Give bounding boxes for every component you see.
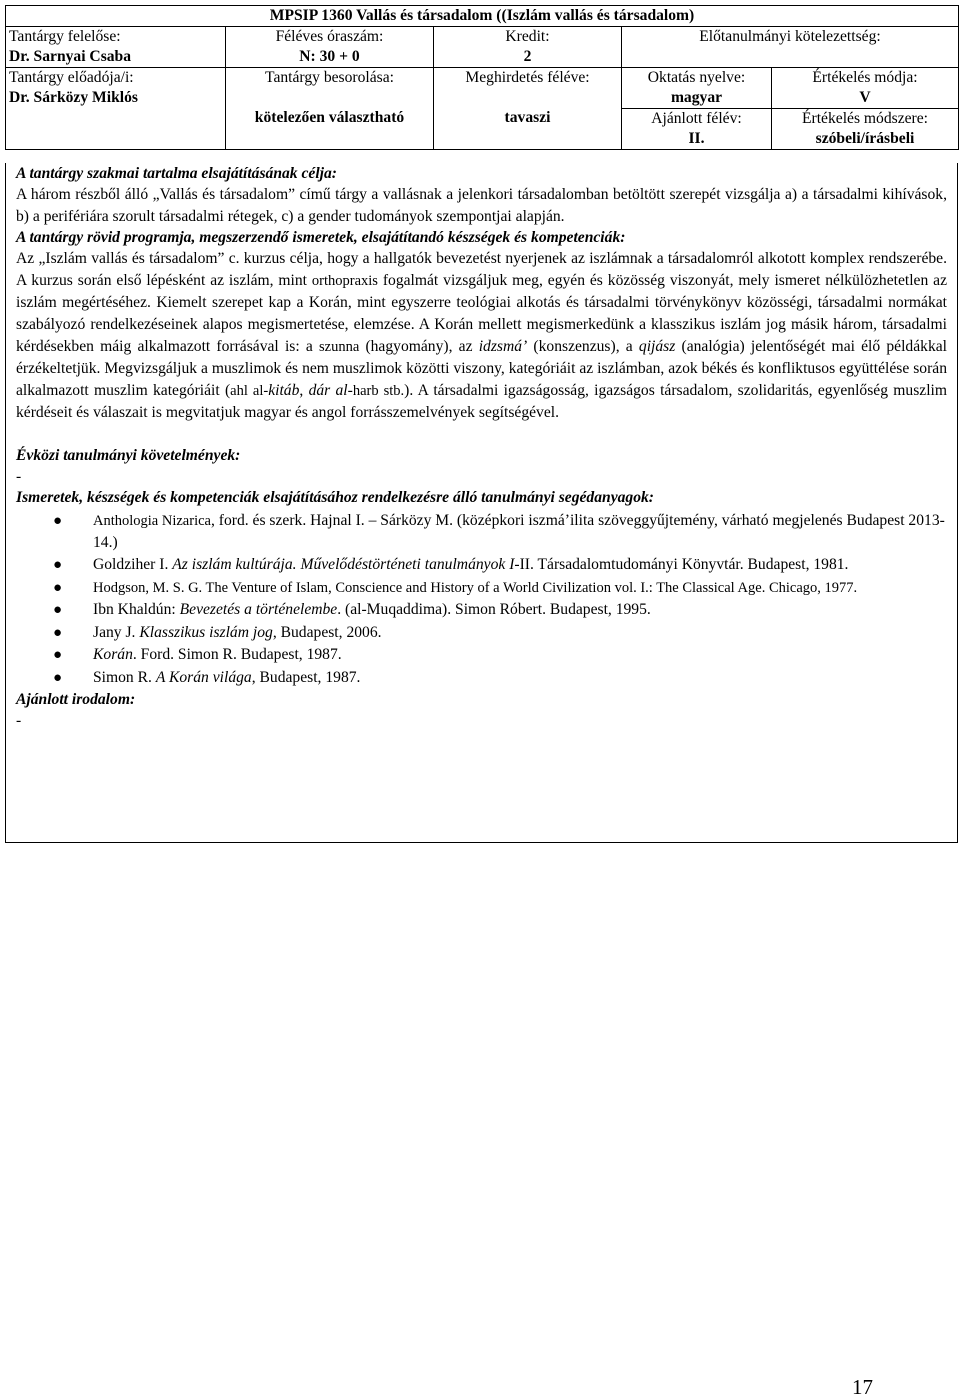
page-number: 17 xyxy=(852,1375,873,1399)
ertekeles-modszere-label: Értékelés módszere: xyxy=(802,110,928,127)
meghirdetes-label: Meghirdetés féléve: xyxy=(465,69,590,86)
ajanlott-heading: Ajánlott irodalom: xyxy=(16,691,136,709)
bullet-icon: ● xyxy=(53,624,63,641)
bullet-icon: ● xyxy=(53,602,63,619)
list-item: ● Simon R. A Korán világa, Budapest, 1987. xyxy=(16,667,947,689)
bullet-icon: ● xyxy=(53,647,63,664)
felelos-label: Tantárgy felelőse: xyxy=(9,28,121,45)
ajanlott-felev-label: Ajánlott félév: xyxy=(651,110,742,127)
course-title: MPSIP 1360 Vallás és társadalom ((Iszlám vallás és társadalom) xyxy=(6,6,959,27)
oraszam-value: N: 30 + 0 xyxy=(299,48,360,65)
eloado-name: Dr. Sárközy Miklós xyxy=(9,89,138,106)
elotanulmanyi-label: Előtanulmányi kötelezettség: xyxy=(699,28,881,45)
evkozi-value: - xyxy=(16,467,22,485)
besorolas-cell xyxy=(226,68,434,150)
bullet-icon: ● xyxy=(53,669,63,686)
program-text: Az „Iszlám vallás és társadalom” c. kurzus célja, hogy a hallgatók bevezetést nyerjenek az iszlámnak a társadalomról alkotott komplex rendszerébe. A kurzus során első lépésként az iszlám, mint orthopraxis fogalmát vizsgáljuk meg, egyén és közösség viszonyát, mely ismeret nélkülözhetetlen az iszlám megértéséhez. Kiemelt szerepet kap a Korán, mint egyszerre teológiai alkotás és társadalmi törvénykönyv közösségi, társadalmi normákat szabályozó rendelkezéseinek alapos megismertetése, elemzése. A Korán mellett megismerkedünk a klasszikus iszlám jog másik három, társadalmi kérdésekben máig alkalmazott forrásával is: a szunna (hagyomány), az idzsmá’ (konszenzus), a qijász (analógia) jelentőségét mai élő példákkal érzékeltetjük. Megvizsgáljuk a muszlimok és nem muszlimok közötti viszony, kategóriáit az iszlámban, azok békés és konfliktusos együttélése során alkalmazott muszlim kategóriáit (ahl al-kitáb, dár al-harb stb.). A társadalmi igazságosság, igazságos társadalom, szolidaritás, egyenlőség muszlim kérdéseit és válaszait is megvitatjuk magyar és angol forrásszemelvények segítségével. xyxy=(16,250,948,422)
bullet-icon: ● xyxy=(53,557,63,574)
felelos-name: Dr. Sarnyai Csaba xyxy=(9,48,132,65)
bullet-icon: ● xyxy=(53,512,63,529)
meghirdetes-value: tavaszi xyxy=(504,109,551,126)
celja-text: A három részből álló „Vallás és társadalom” című tárgy a vallásnak a jelenkori társadalomban betöltött szerepét vizsgálja a) a társadalmi kihívások, b) a perifériára szorult társadalmi rétegek, c) a gender tudományok szempontjai alapján. xyxy=(16,186,947,225)
segedanyagok-heading: Ismeretek, készségek és kompetenciák elsajátításához rendelkezésre álló tanulmányi segédanyagok: xyxy=(16,488,654,506)
felelos-cell xyxy=(6,27,226,68)
literature-list xyxy=(16,510,947,689)
celja-heading: A tantárgy szakmai tartalma elsajátításának célja: xyxy=(16,165,337,182)
list-item: ● Anthologia Nizarica, ford. és szerk. Hajnal I. – Sárközy M. (középkori iszmá’ilita szöveggyűjtemény, várható megjelenés Budapest 2013-14.) xyxy=(53,511,945,551)
list-item: ● Hodgson, M. S. G. The Venture of Islam, Conscience and History of a World Civilization vol. I.: The Classical Age. Chicago, 1977. xyxy=(16,577,947,599)
besorolas-label: Tantárgy besorolása: xyxy=(265,69,394,86)
nyelv-value: magyar xyxy=(670,89,723,106)
ajanlott-value: - xyxy=(16,712,22,730)
ajanlott-felev-value: II. xyxy=(688,130,705,147)
list-item: ● Jany J. Klasszikus iszlám jog, Budapest, 2006. xyxy=(16,622,947,644)
ertekeles-modja-value: V xyxy=(859,89,871,106)
kredit-label: Kredit: xyxy=(505,28,550,45)
kredit-value: 2 xyxy=(523,48,532,65)
program-heading: A tantárgy rövid programja, megszerzendő ismeretek, elsajátítandó készségek és kompetenciák: xyxy=(16,229,626,247)
kredit-cell xyxy=(434,27,622,68)
elotanulmanyi-cell xyxy=(622,27,959,68)
course-description xyxy=(5,163,958,843)
ertekeles-modja-label: Értékelés módja: xyxy=(812,69,918,86)
list-item: ● Ibn Khaldún: Bevezetés a történelembe. (al-Muqaddima). Simon Róbert. Budapest, 1995. xyxy=(16,599,947,621)
list-item: ● Korán. Ford. Simon R. Budapest, 1987. xyxy=(16,644,947,666)
meghirdetes-cell xyxy=(434,68,622,150)
course-header-table xyxy=(5,5,959,150)
oraszam-cell xyxy=(226,27,434,68)
list-item: ● Goldziher I. Az iszlám kultúrája. Művelődéstörténeti tanulmányok I-II. Társadalomtudományi Könyvtár. Budapest, 1981. xyxy=(16,554,947,576)
ertekeles-modszere-value: szóbeli/írásbeli xyxy=(815,130,915,147)
besorolas-value: kötelezően választható xyxy=(254,109,405,126)
bullet-icon: ● xyxy=(53,579,63,596)
oraszam-label: Féléves óraszám: xyxy=(275,28,384,45)
evkozi-heading: Évközi tanulmányi követelmények: xyxy=(16,446,241,464)
nyelv-label: Oktatás nyelve: xyxy=(647,69,746,86)
ajanlott-felev-cell xyxy=(622,109,772,150)
ertekeles-modszere-cell xyxy=(772,109,959,150)
eloado-cell xyxy=(6,68,226,150)
eloado-label: Tantárgy előadója/i: xyxy=(9,69,134,86)
nyelv-cell xyxy=(622,68,772,109)
ertekeles-modja-cell xyxy=(772,68,959,109)
